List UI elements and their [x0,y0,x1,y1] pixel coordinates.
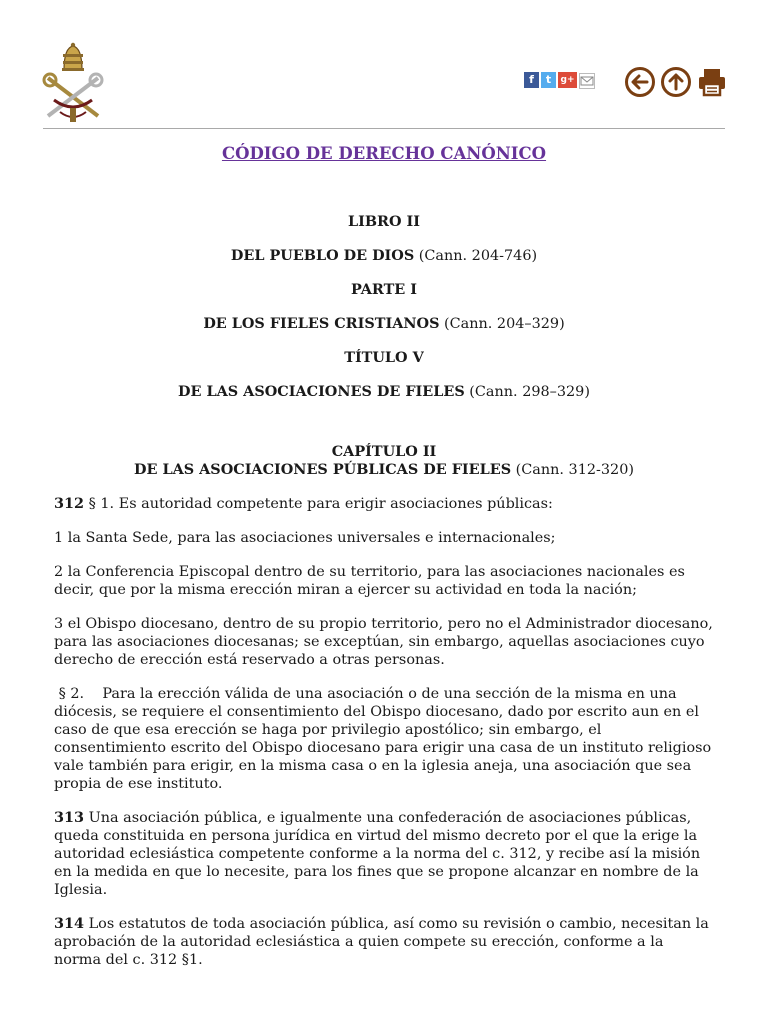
canon-312-para1: 312 § 1. Es autoridad competente para erigir asociaciones públicas: [54,495,553,512]
chapter-label: CAPÍTULO II [331,443,437,460]
heading-parte: PARTE I [350,281,418,298]
canon-312-para2: § 2. Para la erección válida de una asociación o de una sección de la misma en una diócesis, se requiere el consentimiento del Obispo diocesano, dado por escrito aun en el caso de que esa erección se haga por privilegio apostólico; sin embargo, el consentimiento escrito del Obispo diocesano para erigir una casa de un instituto religioso vale también para erigir, en la misma casa o en la iglesia aneja, una asociación que sea propia de ese instituto. [54,686,716,792]
twitter-share-icon[interactable]: t [541,72,556,88]
heading-fieles: DE LOS FIELES CRISTIANOS (Cann. 204–329) [203,315,565,332]
header-divider [43,128,725,129]
heading-pueblo: DEL PUEBLO DE DIOS (Cann. 204-746) [230,247,538,264]
canon-313: 313 Una asociación pública, e igualmente una confederación de asociaciones públicas, queda constituida en persona jurídica en virtud del mismo decreto por el que la erige la autoridad eclesiástica competente conforme a la norma del c. 312, y recibe así la misión en la medida en que lo necesite, para los fines que se propone alcanzar en nombre de la Iglesia. [54,809,701,898]
googleplus-share-icon[interactable]: g+ [558,72,577,88]
up-arrow-icon[interactable] [660,66,692,98]
heading-asociaciones: DE LAS ASOCIACIONES DE FIELES (Cann. 298–329) [178,383,590,400]
page-title [54,143,714,165]
canon-312-item3: 3 el Obispo diocesano, dentro de su propio territorio, pero no el Administrador diocesano, para las asociaciones diocesanas; se exceptúan, sin embargo, aquellas asociaciones cuyo derecho de erección está reservado a otras personas. [54,616,713,668]
email-share-icon[interactable] [579,73,595,89]
title-link[interactable]: CÓDIGO DE DERECHO CANÓNICO [221,144,547,163]
print-icon[interactable] [696,66,728,98]
canon-314: 314 Los estatutos de toda asociación pública, así como su revisión o cambio, necesitan la aprobación de la autoridad eclesiástica a quien compete su erección, conforme a la norma del c. 312 §1. [54,915,709,968]
social-share-bar [524,72,595,89]
papal-emblem-icon [40,42,106,124]
page-header [0,0,768,128]
document-body [54,137,714,969]
page-navigation [624,66,728,98]
heading-libro: LIBRO II [348,213,420,230]
back-arrow-icon[interactable] [624,66,656,98]
canon-312-item1: 1 la Santa Sede, para las asociaciones universales e internacionales; [54,530,556,546]
chapter-title: DE LAS ASOCIACIONES PÚBLICAS DE FIELES (Cann. 312-320) [134,461,634,478]
canon-312-item2: 2 la Conferencia Episcopal dentro de su territorio, para las asociaciones nacionales es decir, que por la misma erección miran a ejercer su actividad en toda la nación; [54,564,685,598]
facebook-share-icon[interactable]: f [524,72,539,88]
heading-titulo: TÍTULO V [344,349,424,366]
